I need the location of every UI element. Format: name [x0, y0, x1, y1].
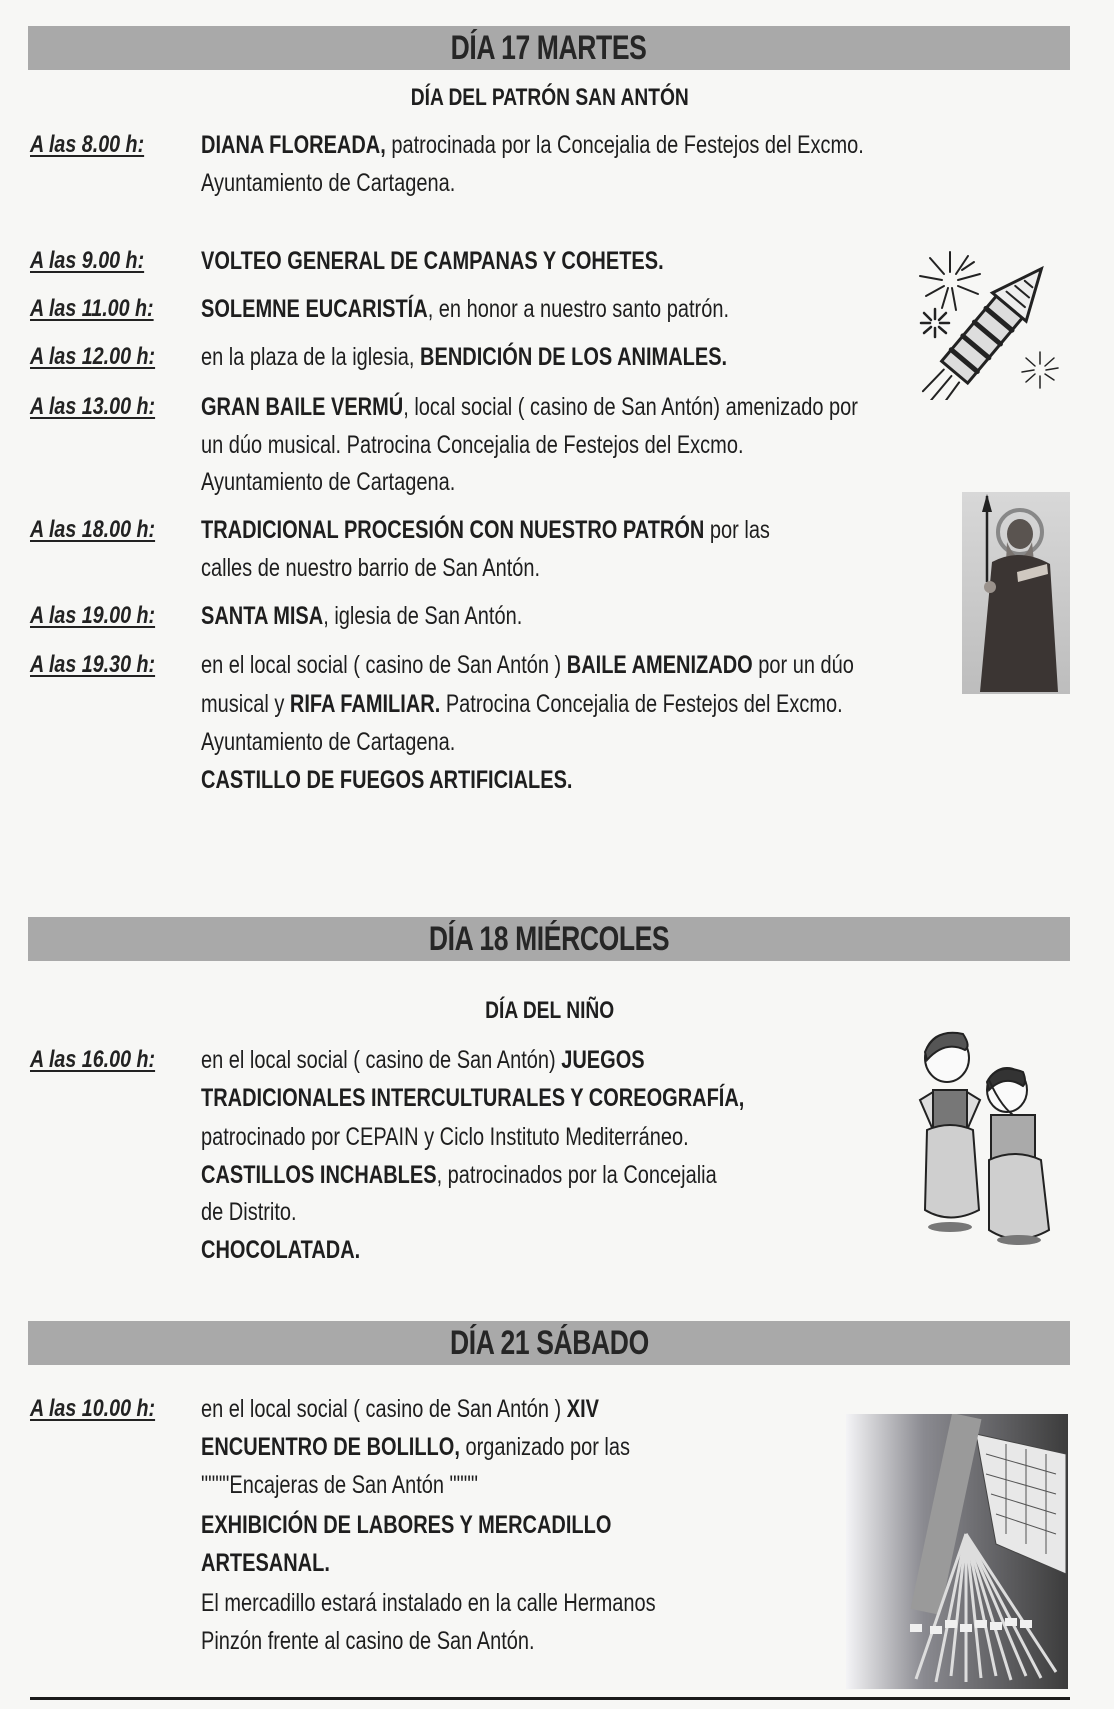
bottom-rule [30, 1697, 1070, 1700]
event-text: Ayuntamiento de Cartagena. [201, 468, 456, 496]
event-highlight: JUEGOS [561, 1046, 645, 1074]
event-text: patrocinado por CEPAIN y Ciclo Instituto Mediterráneo. [201, 1123, 689, 1151]
event-highlight: VOLTEO GENERAL DE CAMPANAS Y COHETES. [201, 247, 664, 275]
event-description-line [201, 728, 455, 757]
event-highlight: DIANA FLOREADA, [201, 131, 386, 159]
event-description-line [201, 468, 455, 497]
event-text: de Distrito. [201, 1198, 297, 1226]
event-highlight: ARTESANAL. [201, 1549, 330, 1577]
event-description-line [201, 1123, 689, 1152]
event-description-line [201, 1084, 744, 1113]
event-highlight: SOLEMNE EUCARISTÍA [201, 295, 428, 323]
event-highlight: ENCUENTRO DE BOLILLO, [201, 1433, 460, 1461]
event-description-line [201, 1511, 611, 1540]
event-description-line [201, 1395, 599, 1424]
event-highlight: CASTILLOS INCHABLES [201, 1161, 437, 1189]
event-highlight: EXHIBICIÓN DE LABORES Y MERCADILLO [201, 1511, 612, 1539]
event-description-line [201, 554, 540, 583]
event-text: El mercadillo estará instalado en la calle Hermanos [201, 1589, 656, 1617]
event-description-line [201, 516, 770, 545]
event-text: Ayuntamiento de Cartagena. [201, 728, 456, 756]
event-description-line [201, 131, 864, 160]
event-description-line [201, 1589, 656, 1618]
event-text: Ayuntamiento de Cartagena. [201, 169, 456, 197]
event-text: patrocinada por la Concejalia de Festejos del Excmo. [385, 131, 864, 159]
event-text: Patrocina Concejalia de Festejos del Excmo. [440, 690, 843, 718]
event-text: , local social ( casino de San Antón) amenizado por [403, 393, 858, 421]
event-time: A las 19.00 h: [30, 602, 156, 629]
day-heading: DÍA 18 MIÉRCOLES [428, 919, 670, 958]
firework-rocket-icon [895, 235, 1065, 400]
day-banner [28, 1321, 1070, 1365]
event-description-line [201, 1046, 645, 1075]
event-highlight: BENDICIÓN DE LOS ANIMALES. [420, 343, 728, 371]
event-highlight: XIV [566, 1395, 600, 1423]
event-highlight: CASTILLO DE FUEGOS ARTIFICIALES. [201, 766, 573, 794]
event-description-line [201, 1627, 535, 1656]
event-text: por un dúo [752, 651, 854, 679]
event-text: , en honor a nuestro santo patrón. [427, 295, 730, 323]
event-description-line [201, 1161, 717, 1190]
day-heading: DÍA 17 MARTES [451, 28, 647, 67]
event-description-line [201, 690, 843, 719]
event-text: en la plaza de la iglesia, [201, 343, 421, 371]
event-time: A las 8.00 h: [30, 131, 145, 158]
event-highlight: TRADICIONALES INTERCULTURALES Y COREOGRAFÍA, [201, 1084, 745, 1112]
event-description-line [201, 651, 854, 680]
event-description-line [201, 431, 744, 460]
event-time: A las 18.00 h: [30, 516, 156, 543]
event-time: A las 13.00 h: [30, 393, 156, 420]
event-time: A las 16.00 h: [30, 1046, 156, 1073]
event-description-line [201, 602, 522, 631]
saint-statue-image [962, 492, 1070, 694]
event-description-line [201, 1471, 478, 1500]
sack-race-kids-illustration [905, 1020, 1065, 1245]
event-description-line [201, 1198, 297, 1227]
event-time: A las 12.00 h: [30, 343, 156, 370]
event-description-line [201, 169, 455, 198]
event-time: A las 19.30 h: [30, 651, 156, 678]
event-description-line [201, 295, 729, 324]
event-text: musical y [201, 690, 290, 718]
event-highlight: TRADICIONAL PROCESIÓN CON NUESTRO PATRÓN [201, 516, 705, 544]
event-time: A las 10.00 h: [30, 1395, 156, 1422]
event-description-line [201, 766, 572, 795]
event-text: un dúo musical. Patrocina Concejalia de Festejos del Excmo. [201, 431, 744, 459]
event-text: organizado por las [459, 1433, 630, 1461]
day-subtitle: DÍA DEL PATRÓN SAN ANTÓN [410, 84, 690, 111]
day-banner [28, 26, 1070, 70]
event-highlight: SANTA MISA [201, 602, 324, 630]
event-description-line [201, 247, 664, 276]
day-subtitle: DÍA DEL NIÑO [485, 997, 615, 1024]
event-highlight: RIFA FAMILIAR. [289, 690, 441, 718]
event-time: A las 9.00 h: [30, 247, 145, 274]
event-text: , patrocinados por la Concejalia [436, 1161, 717, 1189]
day-banner [28, 917, 1070, 961]
event-description-line [201, 343, 727, 372]
event-description-line [201, 1236, 360, 1265]
event-text: en el local social ( casino de San Antón ) [201, 651, 567, 679]
event-description-line [201, 1433, 630, 1462]
event-highlight: BAILE AMENIZADO [566, 651, 753, 679]
bobbin-lace-image [846, 1414, 1068, 1689]
event-text: por las [704, 516, 770, 544]
event-text: , iglesia de San Antón. [323, 602, 523, 630]
event-highlight: GRAN BAILE VERMÚ [201, 393, 404, 421]
event-time: A las 11.00 h: [30, 295, 154, 322]
event-description-line [201, 1549, 330, 1578]
event-highlight: CHOCOLATADA. [201, 1236, 361, 1264]
day-heading: DÍA 21 SÁBADO [449, 1323, 649, 1362]
event-text: Pinzón frente al casino de San Antón. [201, 1627, 535, 1655]
event-description-line [201, 393, 858, 422]
event-text: calles de nuestro barrio de San Antón. [201, 554, 541, 582]
event-text: """"Encajeras de San Antón """" [201, 1471, 478, 1499]
event-text: en el local social ( casino de San Antón ) [201, 1395, 567, 1423]
event-text: en el local social ( casino de San Antón) [201, 1046, 562, 1074]
